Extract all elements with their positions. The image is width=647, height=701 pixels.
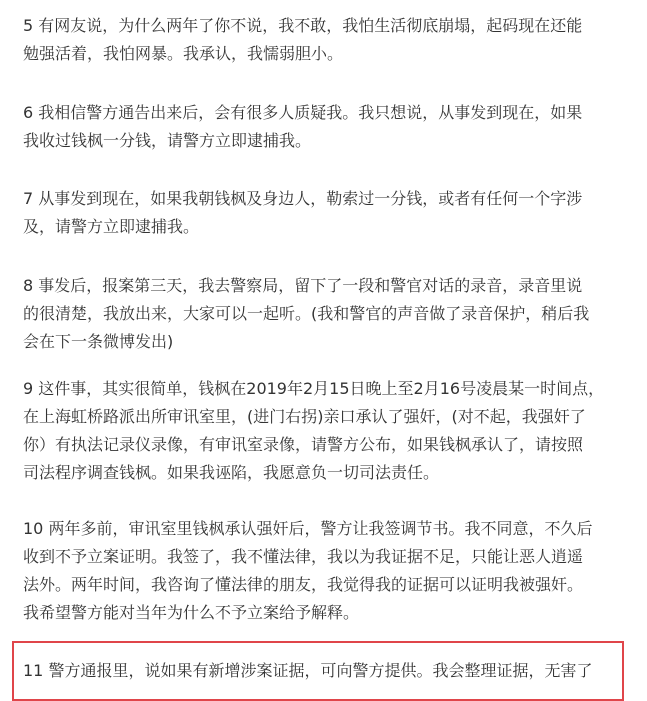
paragraph-10 [23, 515, 635, 627]
paragraph-6 [23, 99, 635, 155]
text-line: 9 这件事，其实很简单，钱枫在2019年2月15日晚上至2月16号凌晨某一时间点， [23, 379, 605, 398]
paragraph-5 [23, 12, 635, 68]
paragraph-7 [23, 185, 635, 241]
text-line: 及，请警方立即逮捕我。 [23, 217, 200, 236]
text-line: 6 我相信警方通告出来后，会有很多人质疑我。我只想说，从事发到现在，如果 [23, 103, 583, 122]
paragraph-8 [23, 272, 635, 356]
text-line: 的很清楚，我放出来，大家可以一起听。(我和警官的声音做了录音保护，稍后我 [23, 304, 590, 323]
text-line: 法外。两年时间，我咨询了懂法律的朋友，我觉得我的证据可以证明我被强奸。 [23, 575, 584, 594]
text-line: 在上海虹桥路派出所审讯室里，(进门右拐)亲口承认了强奸，(对不起，我强奸了 [23, 407, 586, 426]
text-line: 5 有网友说，为什么两年了你不说，我不敢，我怕生活彻底崩塌，起码现在还能 [23, 16, 583, 35]
text-line: 7 从事发到现在，如果我朝钱枫及身边人，勒索过一分钱，或者有任何一个字涉 [23, 189, 583, 208]
text-line: 收到不予立案证明。我签了，我不懂法律，我以为我证据不足，只能让恶人逍遥 [23, 547, 584, 566]
text-line: 司法程序调查钱枫。如果我诬陷，我愿意负一切司法责任。 [23, 463, 440, 482]
text-line: 会在下一条微博发出) [23, 332, 174, 351]
text-line: 11 警方通报里，说如果有新增涉案证据，可向警方提供。我会整理证据，无害了 [23, 661, 593, 680]
text-line: 我收过钱枫一分钱，请警方立即逮捕我。 [23, 131, 312, 150]
paragraph-9 [23, 375, 635, 487]
text-line: 8 事发后，报案第三天，我去警察局，留下了一段和警官对话的录音，录音里说 [23, 276, 583, 295]
text-line: 你）有执法记录仪录像，有审讯室录像，请警方公布，如果钱枫承认了，请按照 [23, 435, 584, 454]
text-line: 我希望警方能对当年为什么不予立案给予解释。 [23, 603, 360, 622]
highlighted-paragraph-11 [12, 641, 624, 701]
text-line: 勉强活着，我怕网暴。我承认，我懦弱胆小。 [23, 44, 344, 63]
text-line: 10 两年多前，审讯室里钱枫承认强奸后，警方让我签调节书。我不同意，不久后 [23, 519, 593, 538]
